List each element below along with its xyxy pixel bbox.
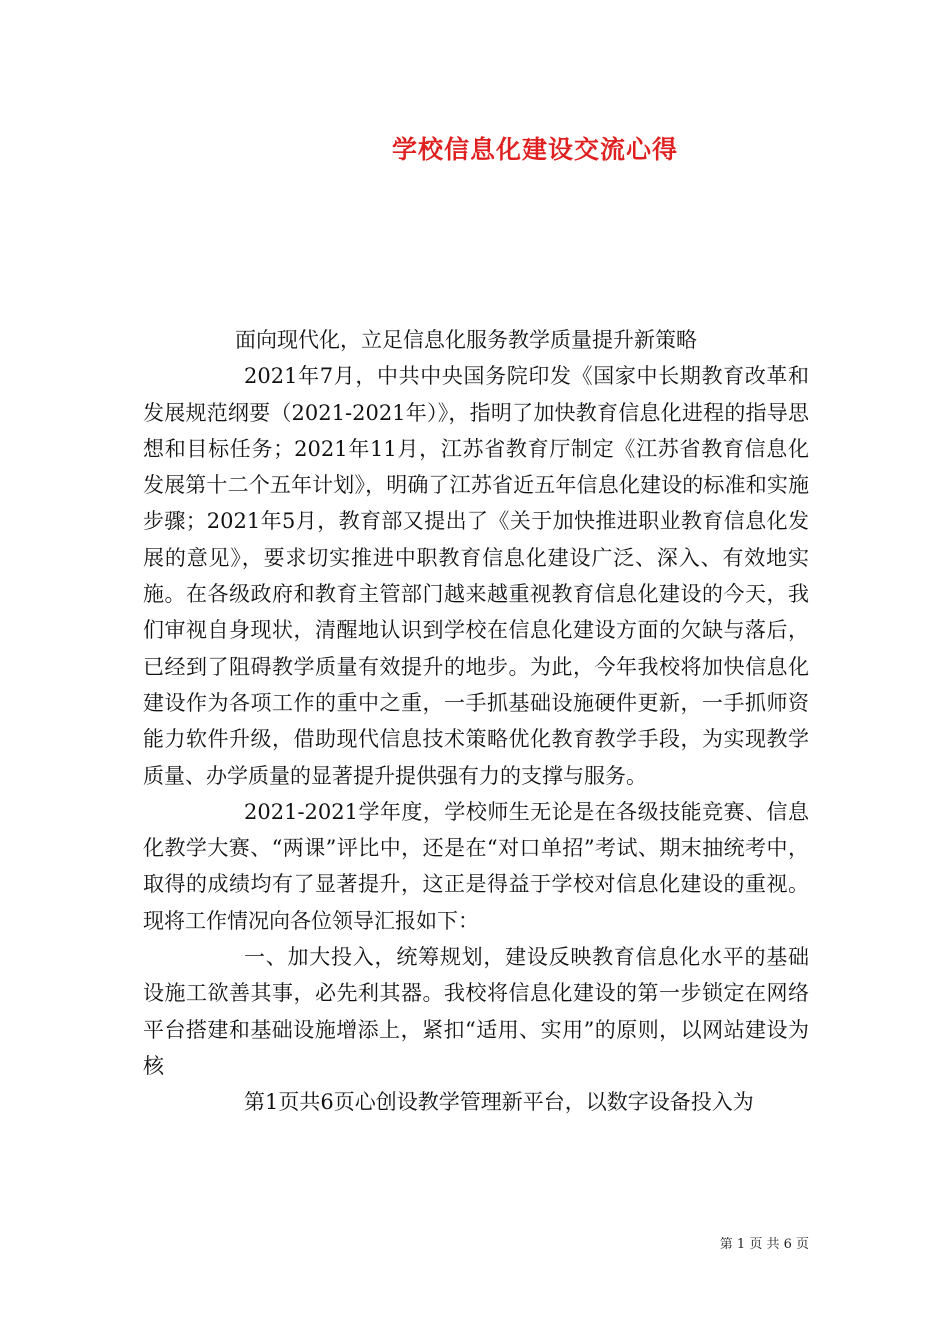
document-body (143, 322, 809, 1121)
page-footer: 第 1 页 共 6 页 (719, 1237, 809, 1252)
paragraph-3: 一、加大投入，统筹规划，建设反映教育信息化水平的基础设施工欲善其事，必先利其器。我校将信息化建设的第一步锁定在网络平台搭建和基础设施增添上，紧扣“适用、实用”的原则，以网站建设为核 (143, 945, 809, 1078)
paragraph-1: 2021年7月，中共中央国务院印发《国家中长期教育改革和发展规范纲要（2021-2021年）》，指明了加快教育信息化进程的指导思想和目标任务；2021年11月，江苏省教育厅制定《江苏省教育信息化发展第十二个五年计划》，明确了江苏省近五年信息化建设的标准和实施步骤；2021年5月，教育部又提出了《关于加快推进职业教育信息化发展的意见》，要求切实推进中职教育信息化建设广泛、深入、有效地实施。在各级政府和教育主管部门越来越重视教育信息化建设的今天，我们审视自身现状，清醒地认识到学校在信息化建设方面的欠缺与落后，已经到了阻碍教学质量有效提升的地步。为此，今年我校将加快信息化建设作为各项工作的重中之重，一手抓基础设施硬件更新，一手抓师资能力软件升级，借助现代信息技术策略优化教育教学手段，为实现教学质量、办学质量的显著提升提供强有力的支撑与服务。 (143, 364, 809, 788)
paragraph-2: 2021-2021学年度，学校师生无论是在各级技能竞赛、信息化教学大赛、“两课”评比中，还是在“对口单招”考试、期末抽统考中，取得的成绩均有了显著提升，这正是得益于学校对信息化建设的重视。现将工作情况向各位领导汇报如下： (143, 799, 809, 933)
paragraph-4: 第1页共6页心创设教学管理新平台，以数字设备投入为 (244, 1090, 754, 1115)
document-title: 学校信息化建设交流心得 (391, 135, 678, 164)
document-subtitle: 面向现代化，立足信息化服务教学质量提升新策略 (235, 328, 697, 352)
